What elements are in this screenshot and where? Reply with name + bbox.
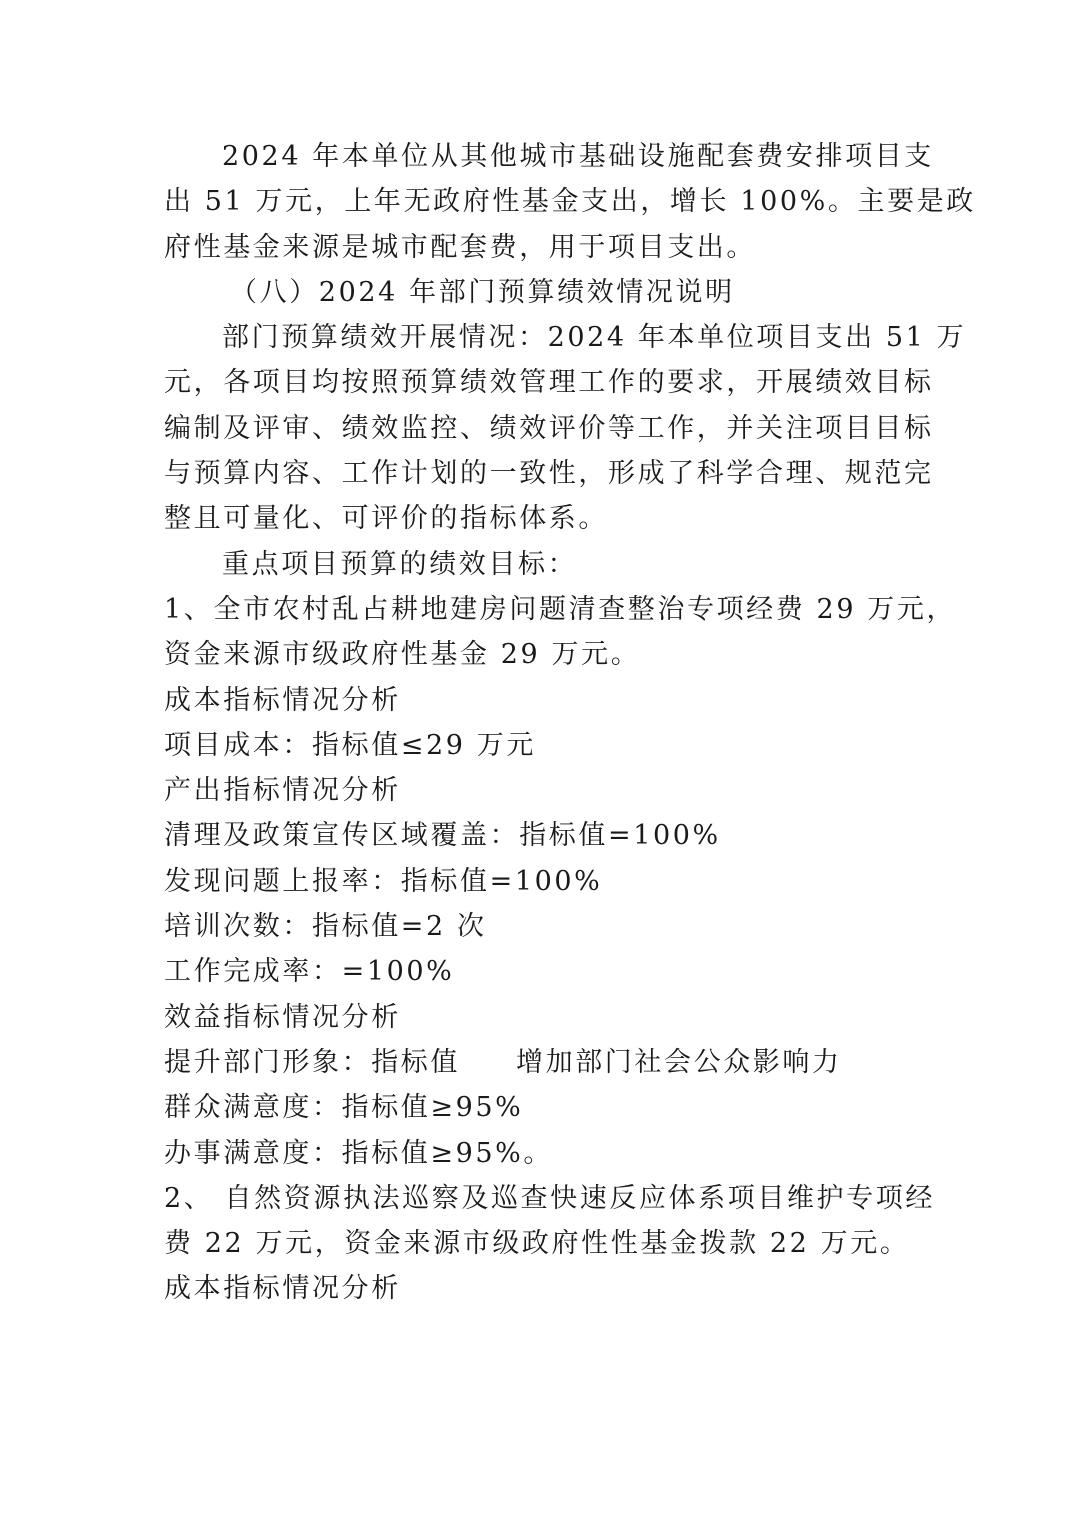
project-title-line: 1、全市农村乱占耕地建房问题清查整治专项经费 29 万元， xyxy=(164,593,957,625)
benefit-indicator-item xyxy=(164,1040,924,1085)
output-indicator-item: 培训次数：指标值=2 次 xyxy=(164,911,487,943)
paragraph-line: 与预算内容、工作计划的一致性，形成了科学合理、规范完 xyxy=(164,458,934,490)
output-indicator-item: 工作完成率：=100% xyxy=(164,956,455,988)
section-heading: （八）2024 年部门预算绩效情况说明 xyxy=(230,276,735,308)
benefit-indicator-value: 增加部门社会公众影响力 xyxy=(516,1046,842,1078)
paragraph-line: 元，各项目均按照预算绩效管理工作的要求，开展绩效目标 xyxy=(164,367,934,399)
project-2-section xyxy=(164,1176,935,1312)
paragraph-funding-summary xyxy=(164,134,976,270)
cost-indicator-heading: 成本指标情况分析 xyxy=(164,684,401,716)
cost-indicator-heading: 成本指标情况分析 xyxy=(164,1273,401,1305)
document-body xyxy=(164,134,976,1312)
output-indicator-item: 发现问题上报率：指标值=100% xyxy=(164,865,603,897)
benefit-indicator-heading: 效益指标情况分析 xyxy=(164,1001,401,1033)
paragraph-line: 部门预算绩效开展情况：2024 年本单位项目支出 51 万 xyxy=(222,322,967,354)
project-title-line: 资金来源市级政府性基金 29 万元。 xyxy=(164,639,641,671)
benefit-indicator-label: 提升部门形象：指标值 xyxy=(164,1046,460,1078)
output-indicator-item: 清理及政策宣传区域覆盖：指标值=100% xyxy=(164,820,721,852)
paragraph-line: 府性基金来源是城市配套费，用于项目支出。 xyxy=(164,231,756,263)
paragraph-line: 2024 年本单位从其他城市基础设施配套费安排项目支 xyxy=(222,141,934,172)
output-indicator-heading: 产出指标情况分析 xyxy=(164,775,401,807)
satisfaction-indicator-item: 办事满意度：指标值≥95%。 xyxy=(164,1137,554,1169)
paragraph-line: 整且可量化、可评价的指标体系。 xyxy=(164,503,608,535)
cost-indicator-item: 项目成本：指标值≤29 万元 xyxy=(164,729,536,761)
project-title-line: 2、 自然资源执法巡察及巡查快速反应体系项目维护专项经 xyxy=(164,1182,935,1214)
paragraph-line: 出 51 万元，上年无政府性基金支出，增长 100%。主要是政 xyxy=(164,186,976,218)
satisfaction-indicator-item: 群众满意度：指标值≥95% xyxy=(164,1092,524,1124)
project-title-line: 费 22 万元，资金来源市级政府性性基金拨款 22 万元。 xyxy=(164,1228,910,1260)
key-projects-intro: 重点项目预算的绩效目标： xyxy=(222,548,578,580)
paragraph-line: 编制及评审、绩效监控、绩效评价等工作，并关注项目目标 xyxy=(164,412,934,444)
project-1-section xyxy=(164,587,957,1176)
paragraph-performance-overview xyxy=(164,315,967,541)
